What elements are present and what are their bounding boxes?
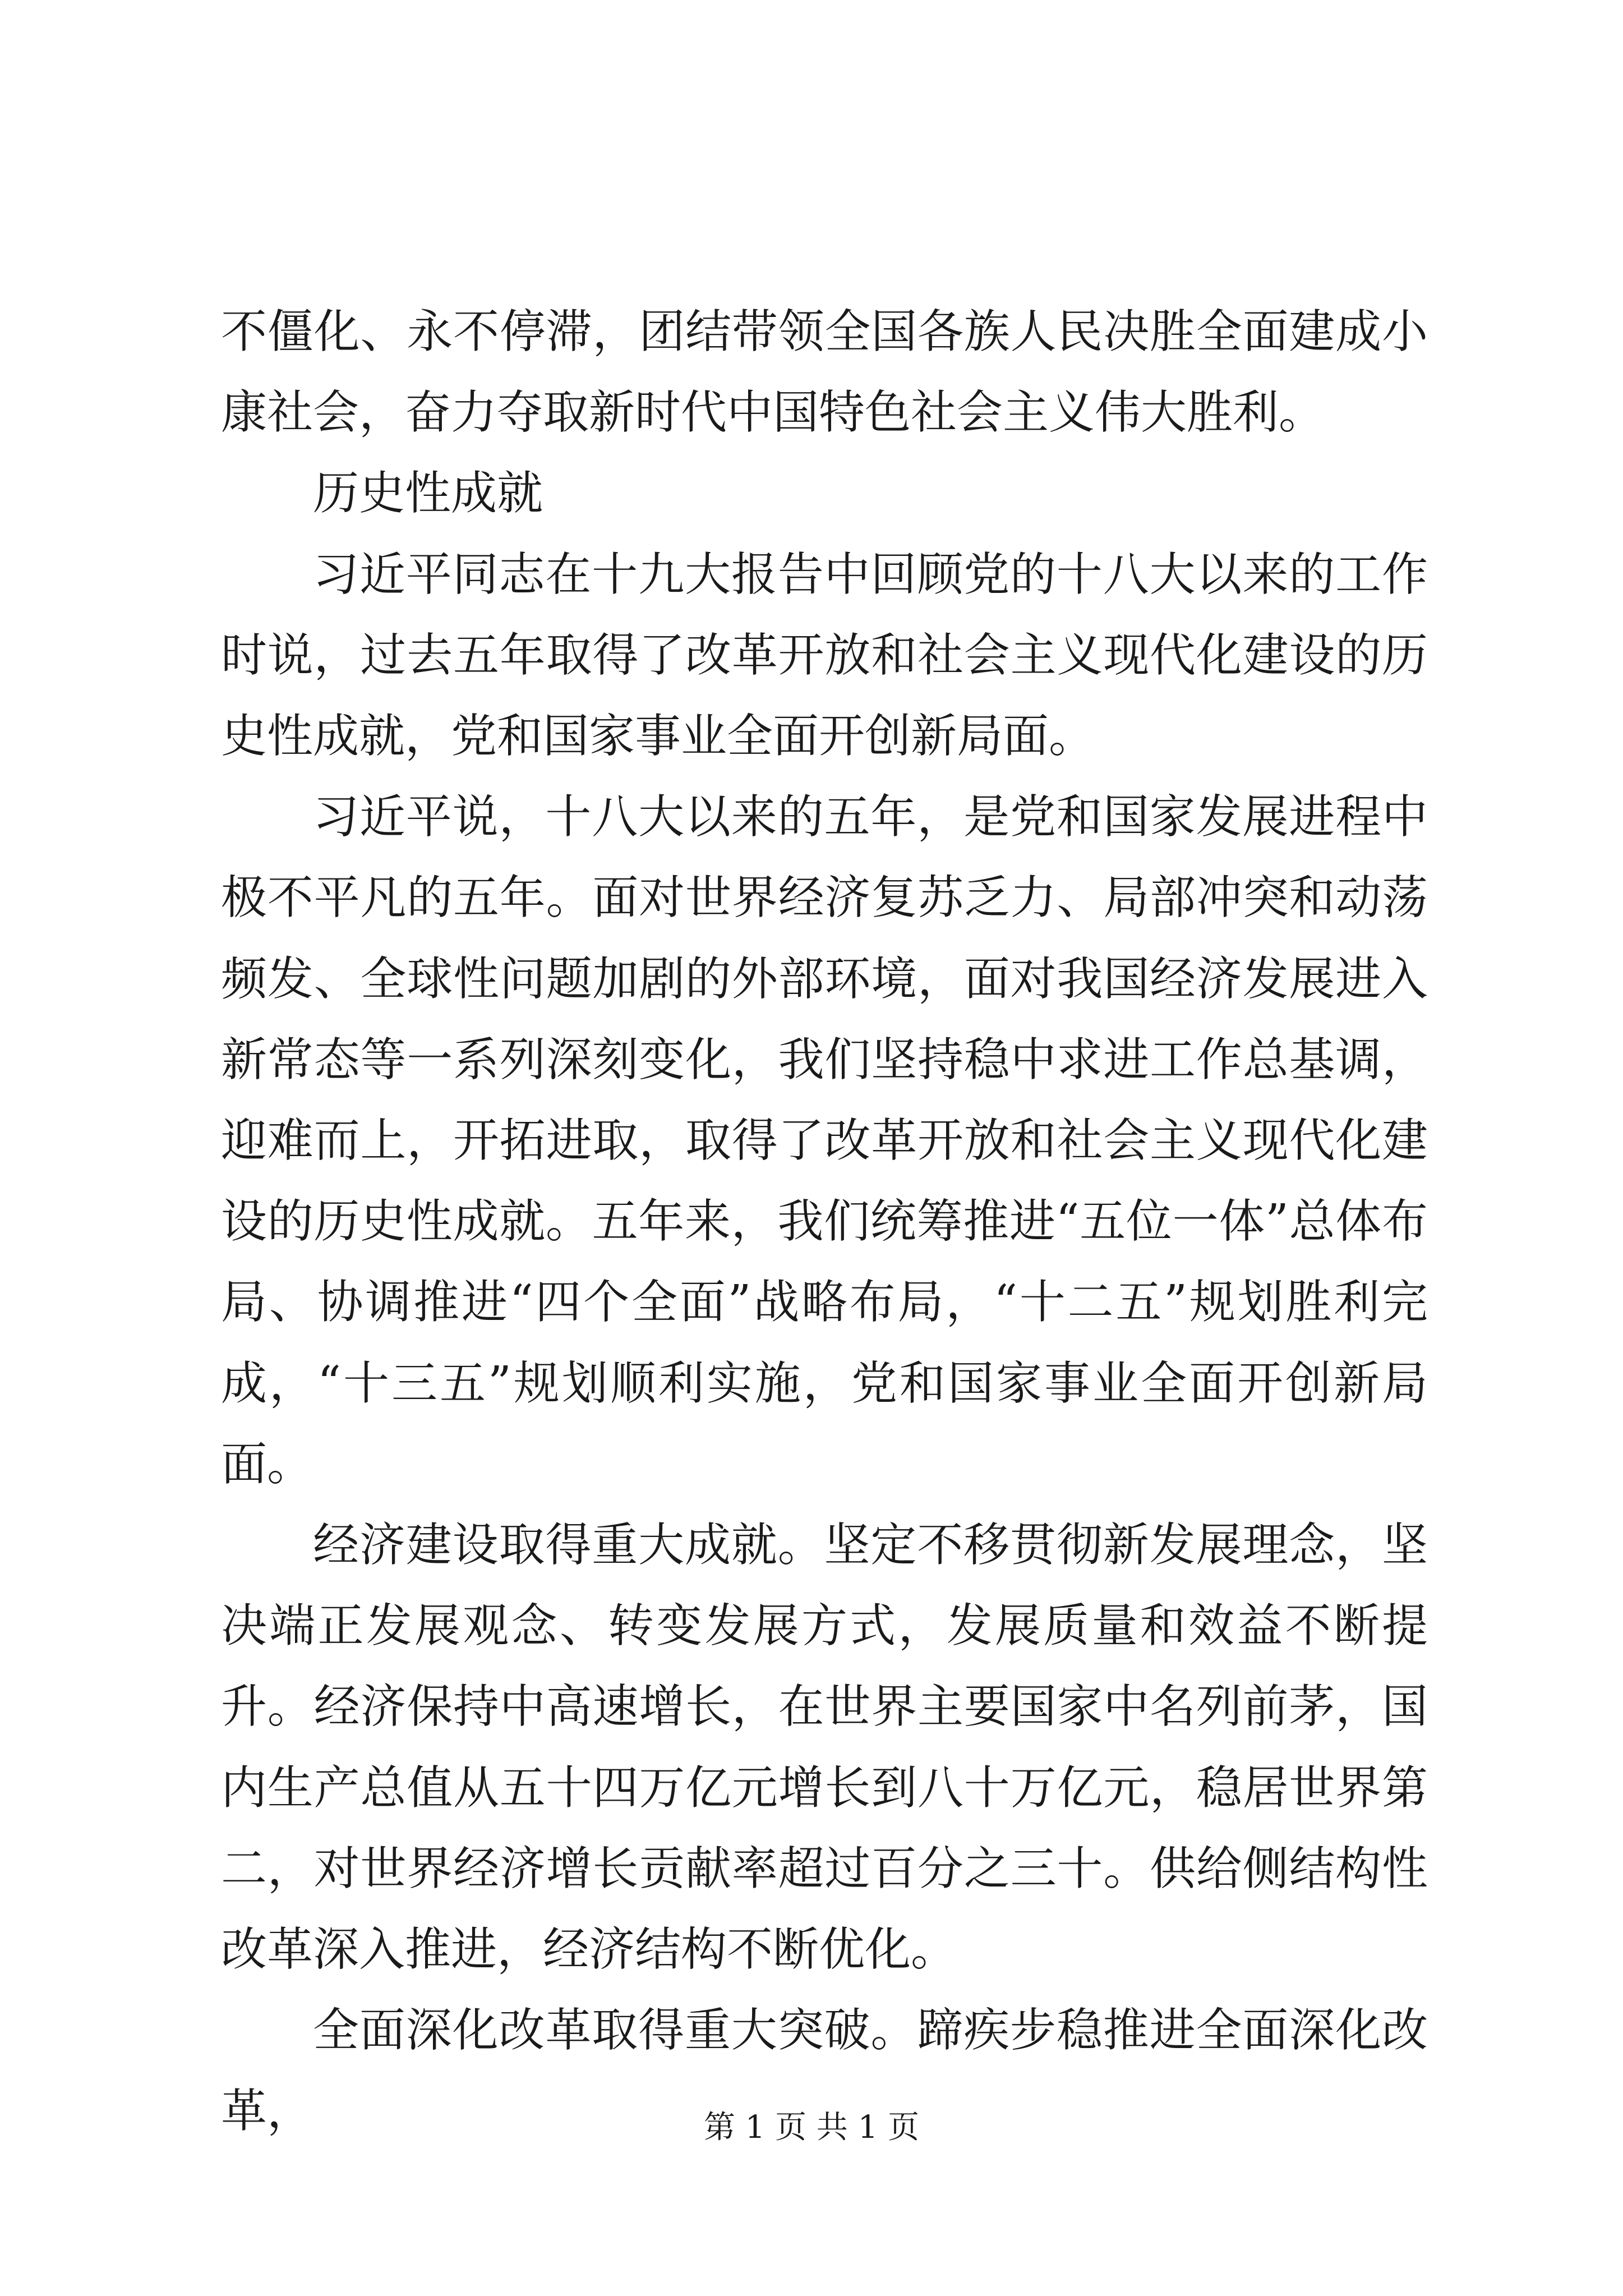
section-heading: 历史性成就	[313, 467, 543, 521]
paragraph-economic-construction: 经济建设取得重大成就。坚定不移贯彻新发展理念，坚决端正发展观念、转变发展方式，发展质量和效益不断提升。经济保持中高速增长，在世界主要国家中名列前茅，国内生产总值从五十四万亿元增长到八十万亿元，稳居世界第二，对世界经济增长贡献率超过百分之三十。供给侧结构性改革深入推进，经济结构不断优化。	[221, 1519, 1428, 1977]
page-footer	[0, 2102, 1623, 2147]
page-number-label: 第 1 页 共 1 页	[703, 2109, 920, 2146]
document-body	[221, 292, 1428, 2152]
paragraph-report-review: 习近平同志在十九大报告中回顾党的十八大以来的工作时说，过去五年取得了改革开放和社会主义现代化建设的历史性成就，党和国家事业全面开创新局面。	[221, 547, 1428, 763]
paragraph-continuation: 不僵化、永不停滞，团结带领全国各族人民决胜全面建成小康社会，奋力夺取新时代中国特色社会主义伟大胜利。	[221, 305, 1428, 440]
paragraph-deepening-reform: 全面深化改革取得重大突破。蹄疾步稳推进全面深化改革，	[221, 2004, 1428, 2138]
paragraph-five-years: 习近平说，十八大以来的五年，是党和国家发展进程中极不平凡的五年。面对世界经济复苏乏力、局部冲突和动荡频发、全球性问题加剧的外部环境，面对我国经济发展进入新常态等一系列深刻变化，我们坚持稳中求进工作总基调，迎难而上，开拓进取，取得了改革开放和社会主义现代化建设的历史性成就。五年来，我们统筹推进“五位一体”总体布局、协调推进“四个全面”战略布局，“十二五”规划胜利完成，“十三五”规划顺利实施，党和国家事业全面开创新局面。	[221, 790, 1428, 1491]
